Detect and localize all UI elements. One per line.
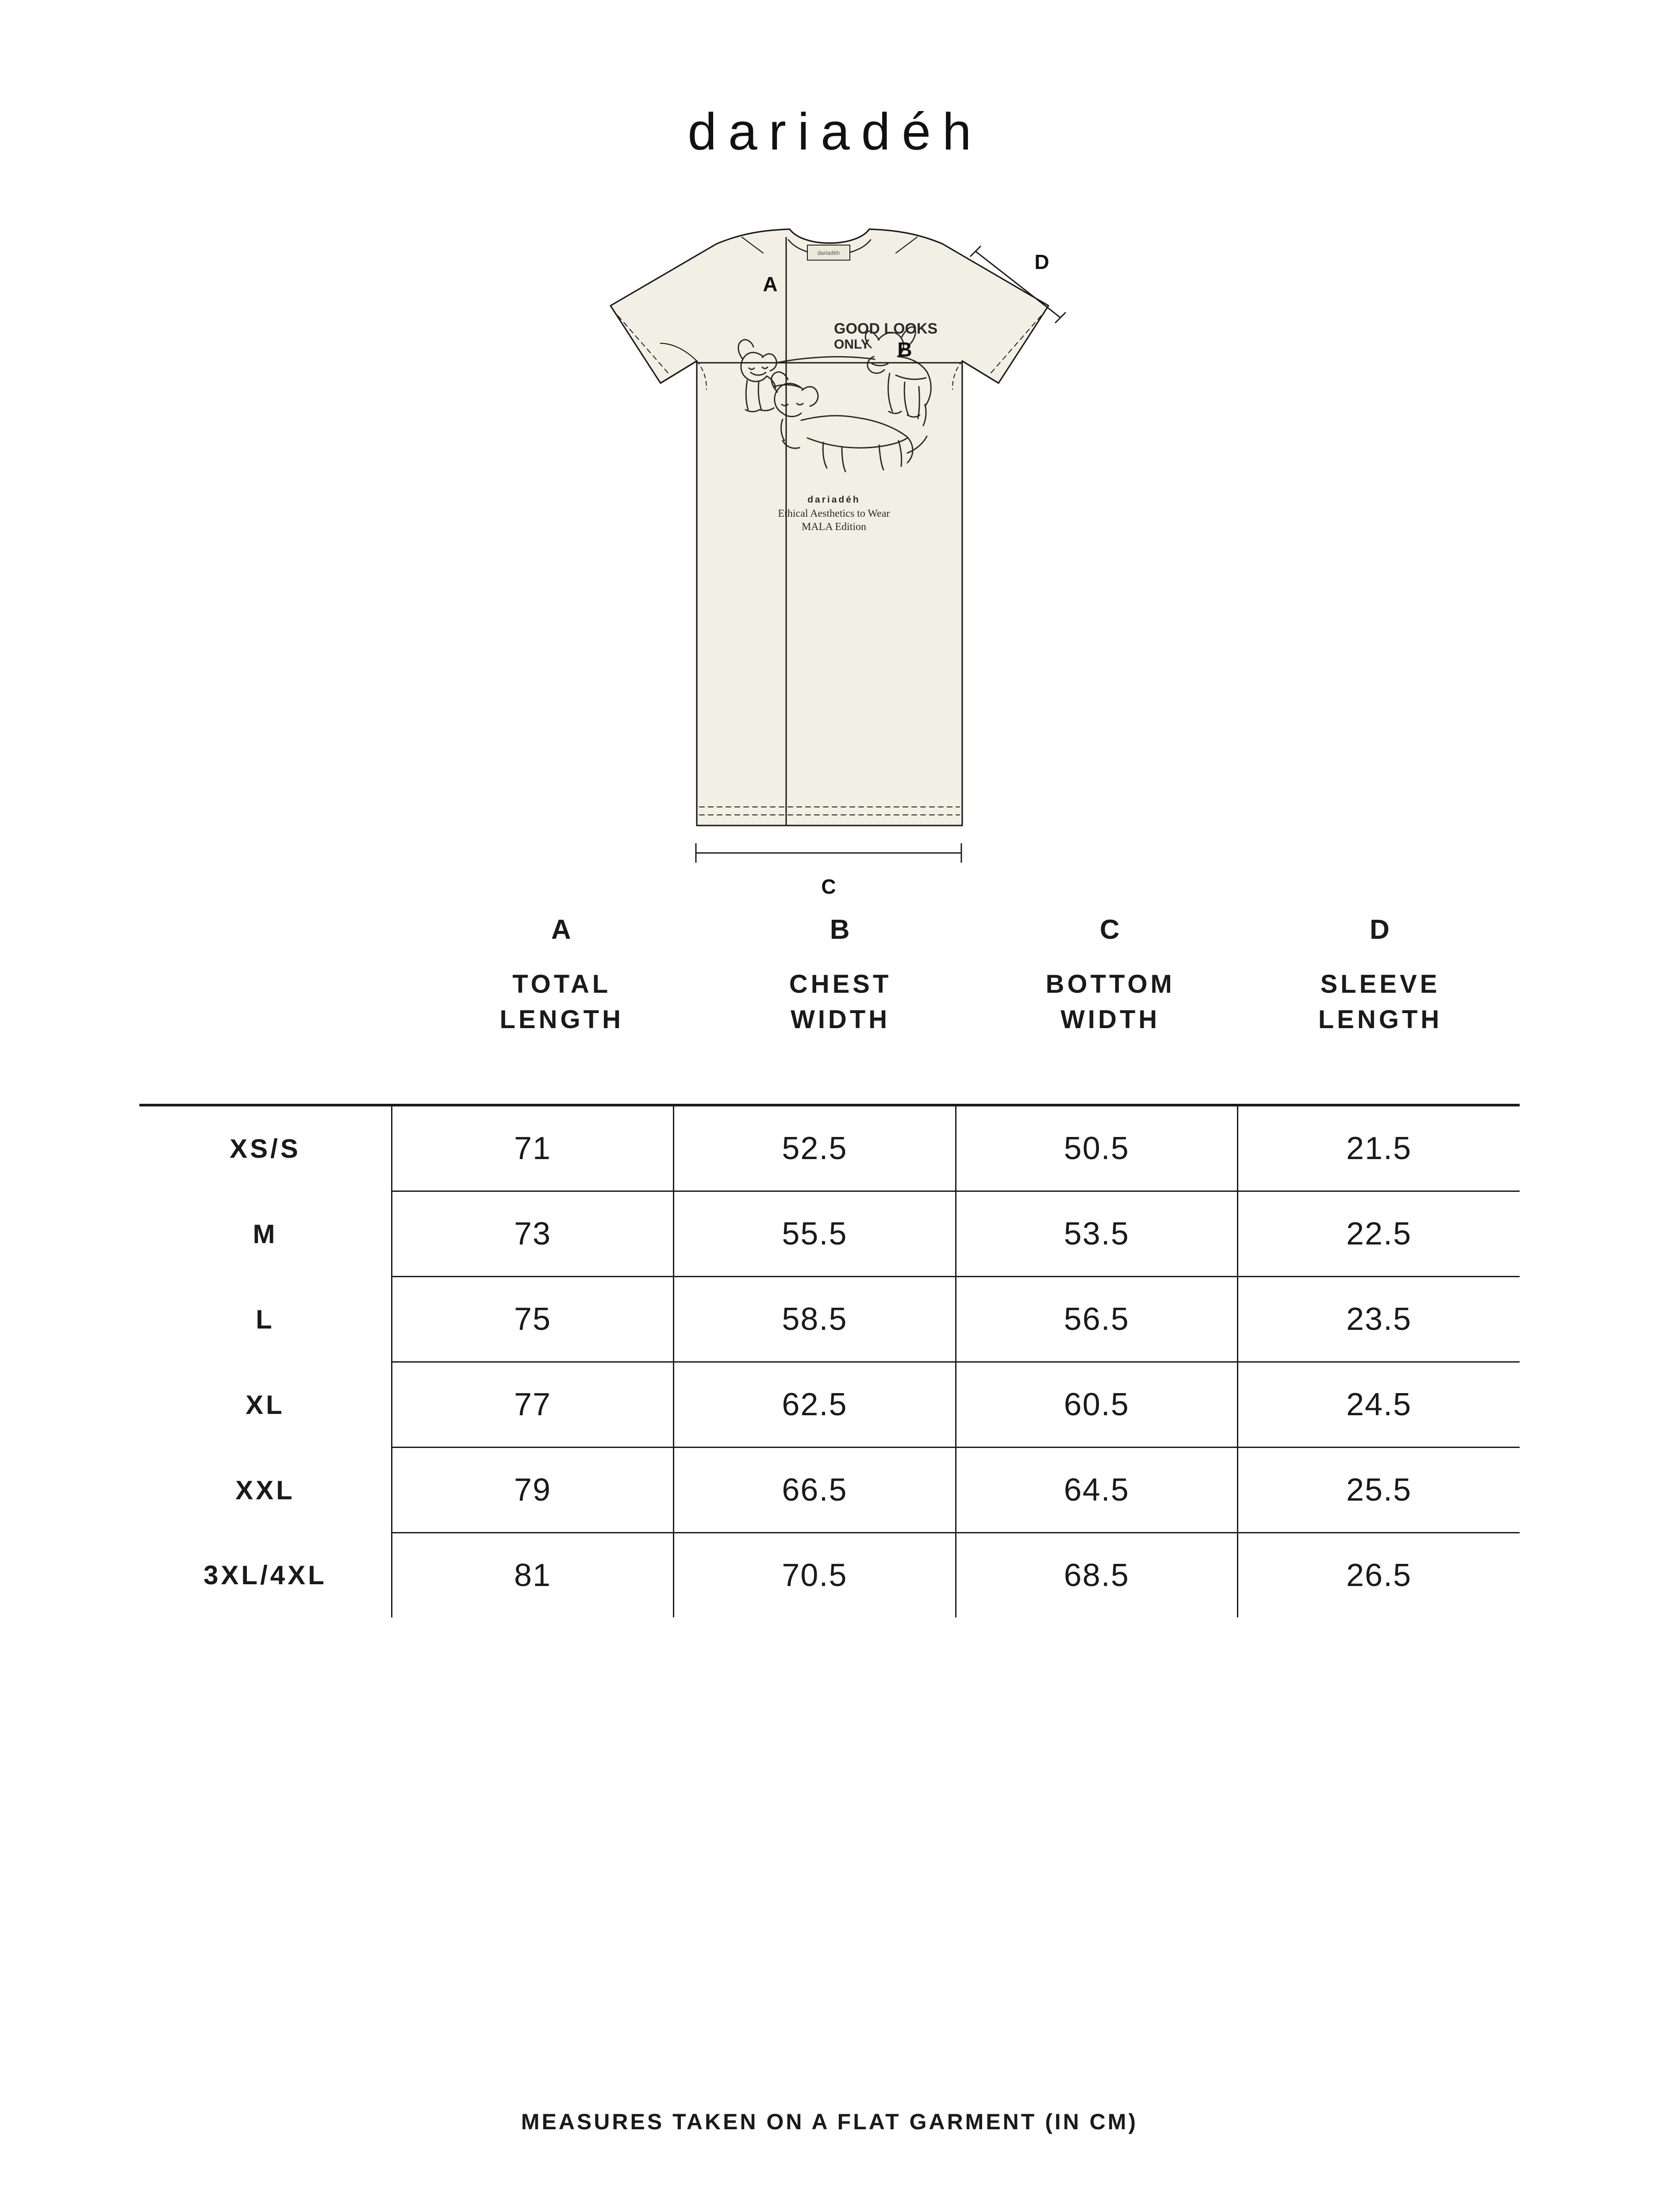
diagram-label-d: D xyxy=(1034,250,1049,273)
row-value-d: 23.5 xyxy=(1238,1277,1520,1362)
row-size-label: XL xyxy=(139,1362,392,1448)
row-value-d: 22.5 xyxy=(1238,1191,1520,1277)
row-value-d: 24.5 xyxy=(1238,1362,1520,1448)
legend-name-d-line2: LENGTH xyxy=(1318,1005,1443,1034)
legend-letter-b: B xyxy=(830,914,851,945)
legend-column-d xyxy=(1245,914,1515,1037)
row-value-c: 56.5 xyxy=(956,1277,1237,1362)
row-value-a: 81 xyxy=(514,1558,552,1594)
row-size-label: M xyxy=(139,1191,392,1277)
row-value-c: 64.5 xyxy=(956,1448,1237,1533)
legend-letter-c: C xyxy=(1099,914,1121,945)
footer-note: MEASURES TAKEN ON A FLAT GARMENT (IN CM) xyxy=(521,2109,1138,2134)
legend-name-d-line1: SLEEVE xyxy=(1320,970,1440,998)
diagram-label-b: B xyxy=(897,338,912,361)
row-value-a: 71 xyxy=(392,1106,673,1191)
brand-wordmark: dariadéh xyxy=(687,103,983,161)
row-value-a: 73 xyxy=(392,1191,673,1277)
table-row xyxy=(139,1191,1520,1277)
legend-name-d xyxy=(1245,967,1515,1037)
print-brand-small: dariadéh xyxy=(807,495,860,505)
legend-name-c-line2: WIDTH xyxy=(1060,1005,1160,1034)
row-size-label: XS/S xyxy=(139,1106,392,1191)
row-value-c: 68.5 xyxy=(956,1533,1237,1618)
measurement-legend xyxy=(144,914,1515,1037)
row-value-a: 79 xyxy=(392,1448,673,1533)
legend-letter-d: D xyxy=(1370,914,1391,945)
print-tagline: Ethical Aesthetics to Wear xyxy=(778,508,890,519)
row-value-b: 70.5 xyxy=(674,1533,956,1618)
row-value-c: 53.5 xyxy=(956,1191,1237,1277)
legend-column-c xyxy=(975,914,1245,1037)
diagram-label-c: C xyxy=(821,875,836,898)
legend-name-b-line2: WIDTH xyxy=(791,1005,891,1034)
legend-column-b xyxy=(706,914,975,1037)
row-value-c: 60.5 xyxy=(956,1362,1237,1448)
row-value-b: 66.5 xyxy=(674,1448,956,1533)
row-value-b: 62.5 xyxy=(674,1362,956,1448)
legend-name-c-line1: BOTTOM xyxy=(1045,970,1175,998)
row-size-label: L xyxy=(139,1277,392,1362)
table-row xyxy=(139,1362,1520,1448)
row-value-a: 75 xyxy=(392,1277,673,1362)
size-table-wrap xyxy=(139,1104,1520,1617)
row-value-b: 58.5 xyxy=(674,1277,956,1362)
legend-name-b xyxy=(706,967,975,1037)
print-slogan-line1: GOOD LOOKS xyxy=(834,320,938,337)
table-row xyxy=(139,1277,1520,1362)
row-size-label: XXL xyxy=(139,1448,392,1533)
legend-name-a-line1: TOTAL xyxy=(512,970,611,998)
table-row xyxy=(139,1533,1520,1618)
size-table xyxy=(139,1104,1520,1617)
row-value-b: 52.5 xyxy=(674,1106,956,1191)
print-edition: MALA Edition xyxy=(801,521,867,533)
row-value-d: 26.5 xyxy=(1238,1533,1520,1618)
diagram-label-a: A xyxy=(763,273,778,296)
legend-letter-a: A xyxy=(551,914,572,945)
row-value-b: 55.5 xyxy=(674,1191,956,1277)
legend-name-c xyxy=(975,967,1245,1037)
legend-name-a xyxy=(418,967,706,1037)
row-value-d: 25.5 xyxy=(1238,1448,1520,1533)
print-slogan-line2: ONLY xyxy=(834,337,870,352)
table-row xyxy=(139,1448,1520,1533)
legend-column-a xyxy=(418,914,706,1037)
garment-diagram xyxy=(0,211,1659,901)
row-size-label: 3XL/4XL xyxy=(139,1533,392,1618)
row-value-c: 50.5 xyxy=(956,1106,1237,1191)
svg-text:dariadéh: dariadéh xyxy=(817,250,840,256)
row-value-a: 77 xyxy=(392,1362,673,1448)
legend-name-a-line2: LENGTH xyxy=(499,1005,624,1034)
legend-name-b-line1: CHEST xyxy=(789,970,892,998)
row-value-d: 21.5 xyxy=(1238,1106,1520,1191)
table-row xyxy=(139,1106,1520,1191)
